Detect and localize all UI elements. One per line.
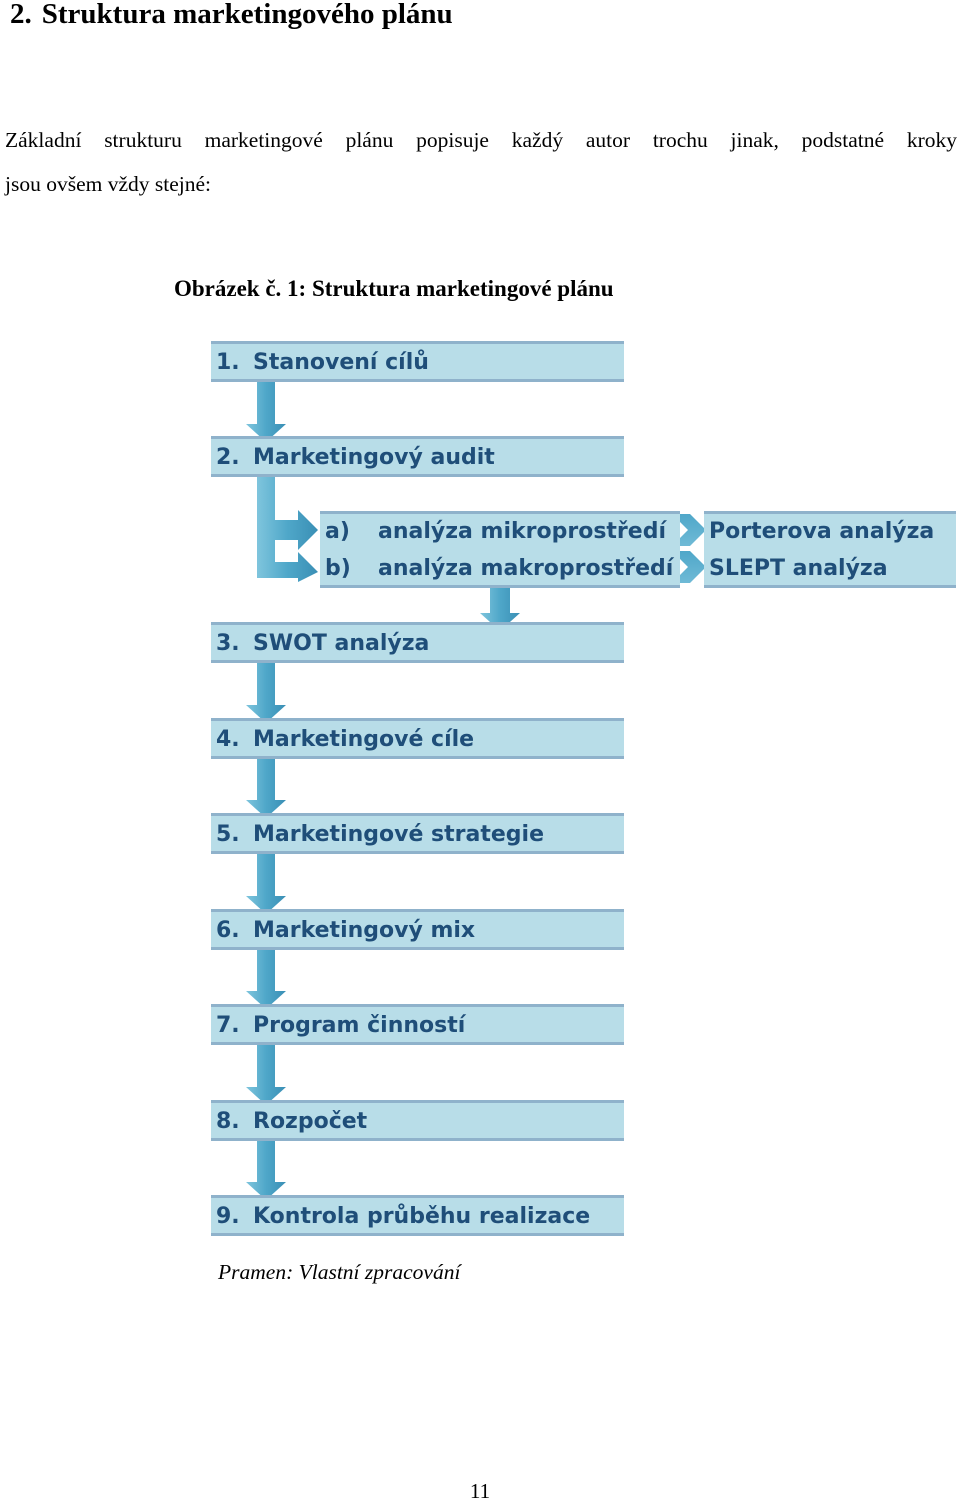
substep-letter: b) (325, 556, 351, 581)
arrow-6-7 (246, 950, 286, 1009)
down-arrows (246, 382, 520, 1200)
step-label: Program činností (253, 1013, 466, 1038)
step-number: 3. (216, 631, 240, 656)
figure-caption: Obrázek č. 1: Struktura marketingové plánu (174, 276, 614, 301)
step-label: Marketingový mix (253, 918, 476, 943)
tool-bars (704, 511, 956, 588)
step-7 (211, 1004, 624, 1045)
step-label: Marketingové strategie (253, 822, 545, 847)
step-number: 5. (216, 822, 240, 847)
step-4 (211, 718, 624, 759)
step-label: SWOT analýza (253, 631, 430, 656)
step-label: Rozpočet (253, 1109, 368, 1134)
paragraph-line-1: Základní strukturu marketingové plánu popisuje každý autor trochu jinak, podstatné kroky (5, 128, 957, 152)
step-label: Stanovení cílů (253, 350, 429, 375)
substep-letter: a) (325, 519, 350, 544)
step-label: Marketingový audit (253, 445, 495, 470)
step-number: 6. (216, 918, 240, 943)
step-number: 9. (216, 1204, 240, 1229)
substep-a (320, 511, 680, 549)
step-number: 4. (216, 727, 240, 752)
arrow-3-4 (246, 663, 286, 723)
step-3 (211, 622, 624, 663)
arrow-4-5 (246, 759, 286, 818)
step-8 (211, 1100, 624, 1141)
arrow-5-6 (246, 854, 286, 914)
section-number: 2. (10, 0, 32, 30)
step-number: 8. (216, 1109, 240, 1134)
step-2 (211, 436, 624, 477)
step-1 (211, 341, 624, 382)
tool-label: SLEPT analýza (709, 556, 888, 581)
substep-label: analýza mikroprostředí (378, 519, 666, 544)
step-number: 2. (216, 445, 240, 470)
step-number: 7. (216, 1013, 240, 1038)
step-9 (211, 1195, 624, 1236)
tool-b (704, 549, 956, 588)
page-number: 11 (469, 1479, 491, 1503)
substep-bars (320, 511, 680, 588)
figure-source: Pramen: Vlastní zpracování (218, 1260, 461, 1284)
substep-label: analýza makroprostředí (378, 556, 674, 581)
substep-b (320, 549, 680, 588)
paragraph-line-2: jsou ovšem vždy stejné: (5, 172, 212, 196)
tool-label: Porterova analýza (709, 519, 935, 544)
step-label: Kontrola průběhu realizace (253, 1204, 591, 1229)
step-label: Marketingové cíle (253, 727, 475, 752)
arrow-7-8 (246, 1045, 286, 1105)
section-title: Struktura marketingového plánu (41, 0, 453, 30)
arrow-1-2 (246, 382, 286, 442)
branch-arrow (257, 476, 318, 582)
step-6 (211, 909, 624, 950)
step-number: 1. (216, 350, 240, 375)
tool-a (704, 511, 956, 549)
arrow-8-9 (246, 1141, 286, 1200)
step-5 (211, 813, 624, 854)
